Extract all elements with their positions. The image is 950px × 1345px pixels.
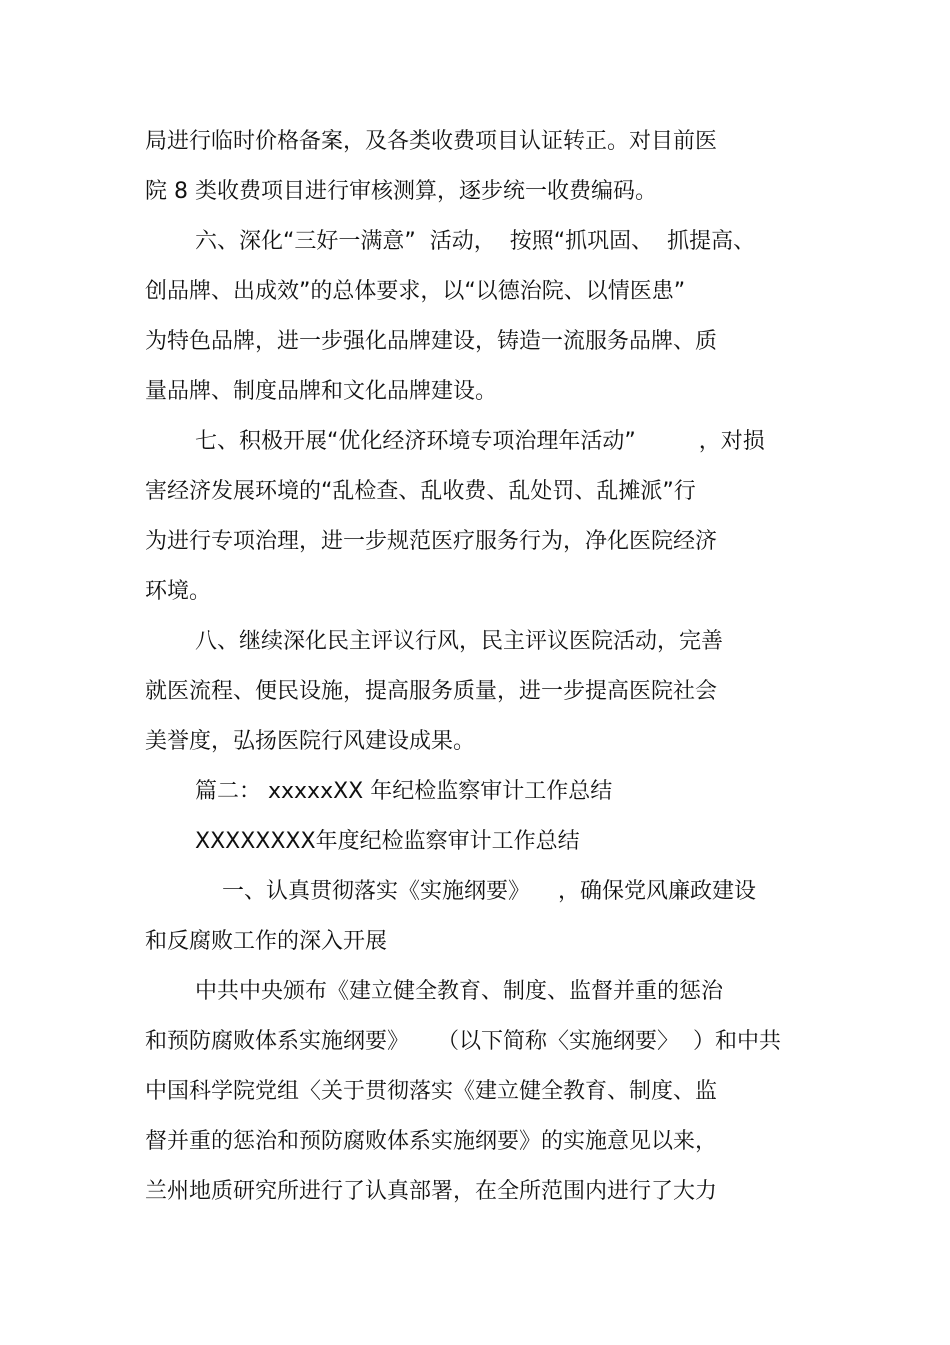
document-title: XXXXXXXX年度纪检监察审计工作总结 (195, 829, 580, 854)
text-line: 院 8 类收费项目进行审核测算，逐步统一收费编码。 (145, 179, 657, 204)
text-line: 中共中央颁布《建立健全教育、制度、监督并重的惩治 (195, 979, 724, 1004)
text-line: 就医流程、便民设施，提高服务质量，进一步提高医院社会 (145, 679, 718, 704)
subsection-heading: 一、认真贯彻落实《实施纲要》 ，确保党风廉政建设 (222, 879, 756, 904)
text-line: 美誉度，弘扬医院行风建设成果。 (145, 729, 476, 754)
text-line: 为特色品牌，进一步强化品牌建设，铸造一流服务品牌、质 (145, 329, 718, 354)
text-line: 量品牌、制度品牌和文化品牌建设。 (145, 379, 498, 404)
text-line: 督并重的惩治和预防腐败体系实施纲要》的实施意见以来， (145, 1129, 718, 1154)
text-line: 八、继续深化民主评议行风，民主评议医院活动，完善 (195, 629, 724, 654)
text-line: 中国科学院党组〈关于贯彻落实《建立健全教育、制度、监 (145, 1079, 718, 1104)
text-line: 六、深化“三好一满意” 活动， 按照“抓巩固、 抓提高、 (195, 229, 756, 254)
section-heading: 篇二： xxxxxXX 年纪检监察审计工作总结 (195, 779, 613, 804)
text-line: 和反腐败工作的深入开展 (145, 929, 388, 954)
text-line: 害经济发展环境的“乱检查、乱收费、乱处罚、乱摊派”行 (145, 479, 696, 504)
text-line: 七、积极开展“优化经济环境专项治理年活动” ，对损 (195, 429, 765, 454)
text-line: 局进行临时价格备案，及各类收费项目认证转正。对目前医 (145, 129, 718, 154)
text-line: 兰州地质研究所进行了认真部署，在全所范围内进行了大力 (145, 1179, 718, 1204)
text-line: 环境。 (145, 579, 212, 604)
text-line: 创品牌、出成效”的总体要求，以“以德治院、以情医患” (145, 279, 686, 304)
text-line: 和预防腐败体系实施纲要》 （以下简称〈实施纲要〉 ）和中共 (145, 1029, 781, 1054)
text-line: 为进行专项治理，进一步规范医疗服务行为，净化医院经济 (145, 529, 718, 554)
